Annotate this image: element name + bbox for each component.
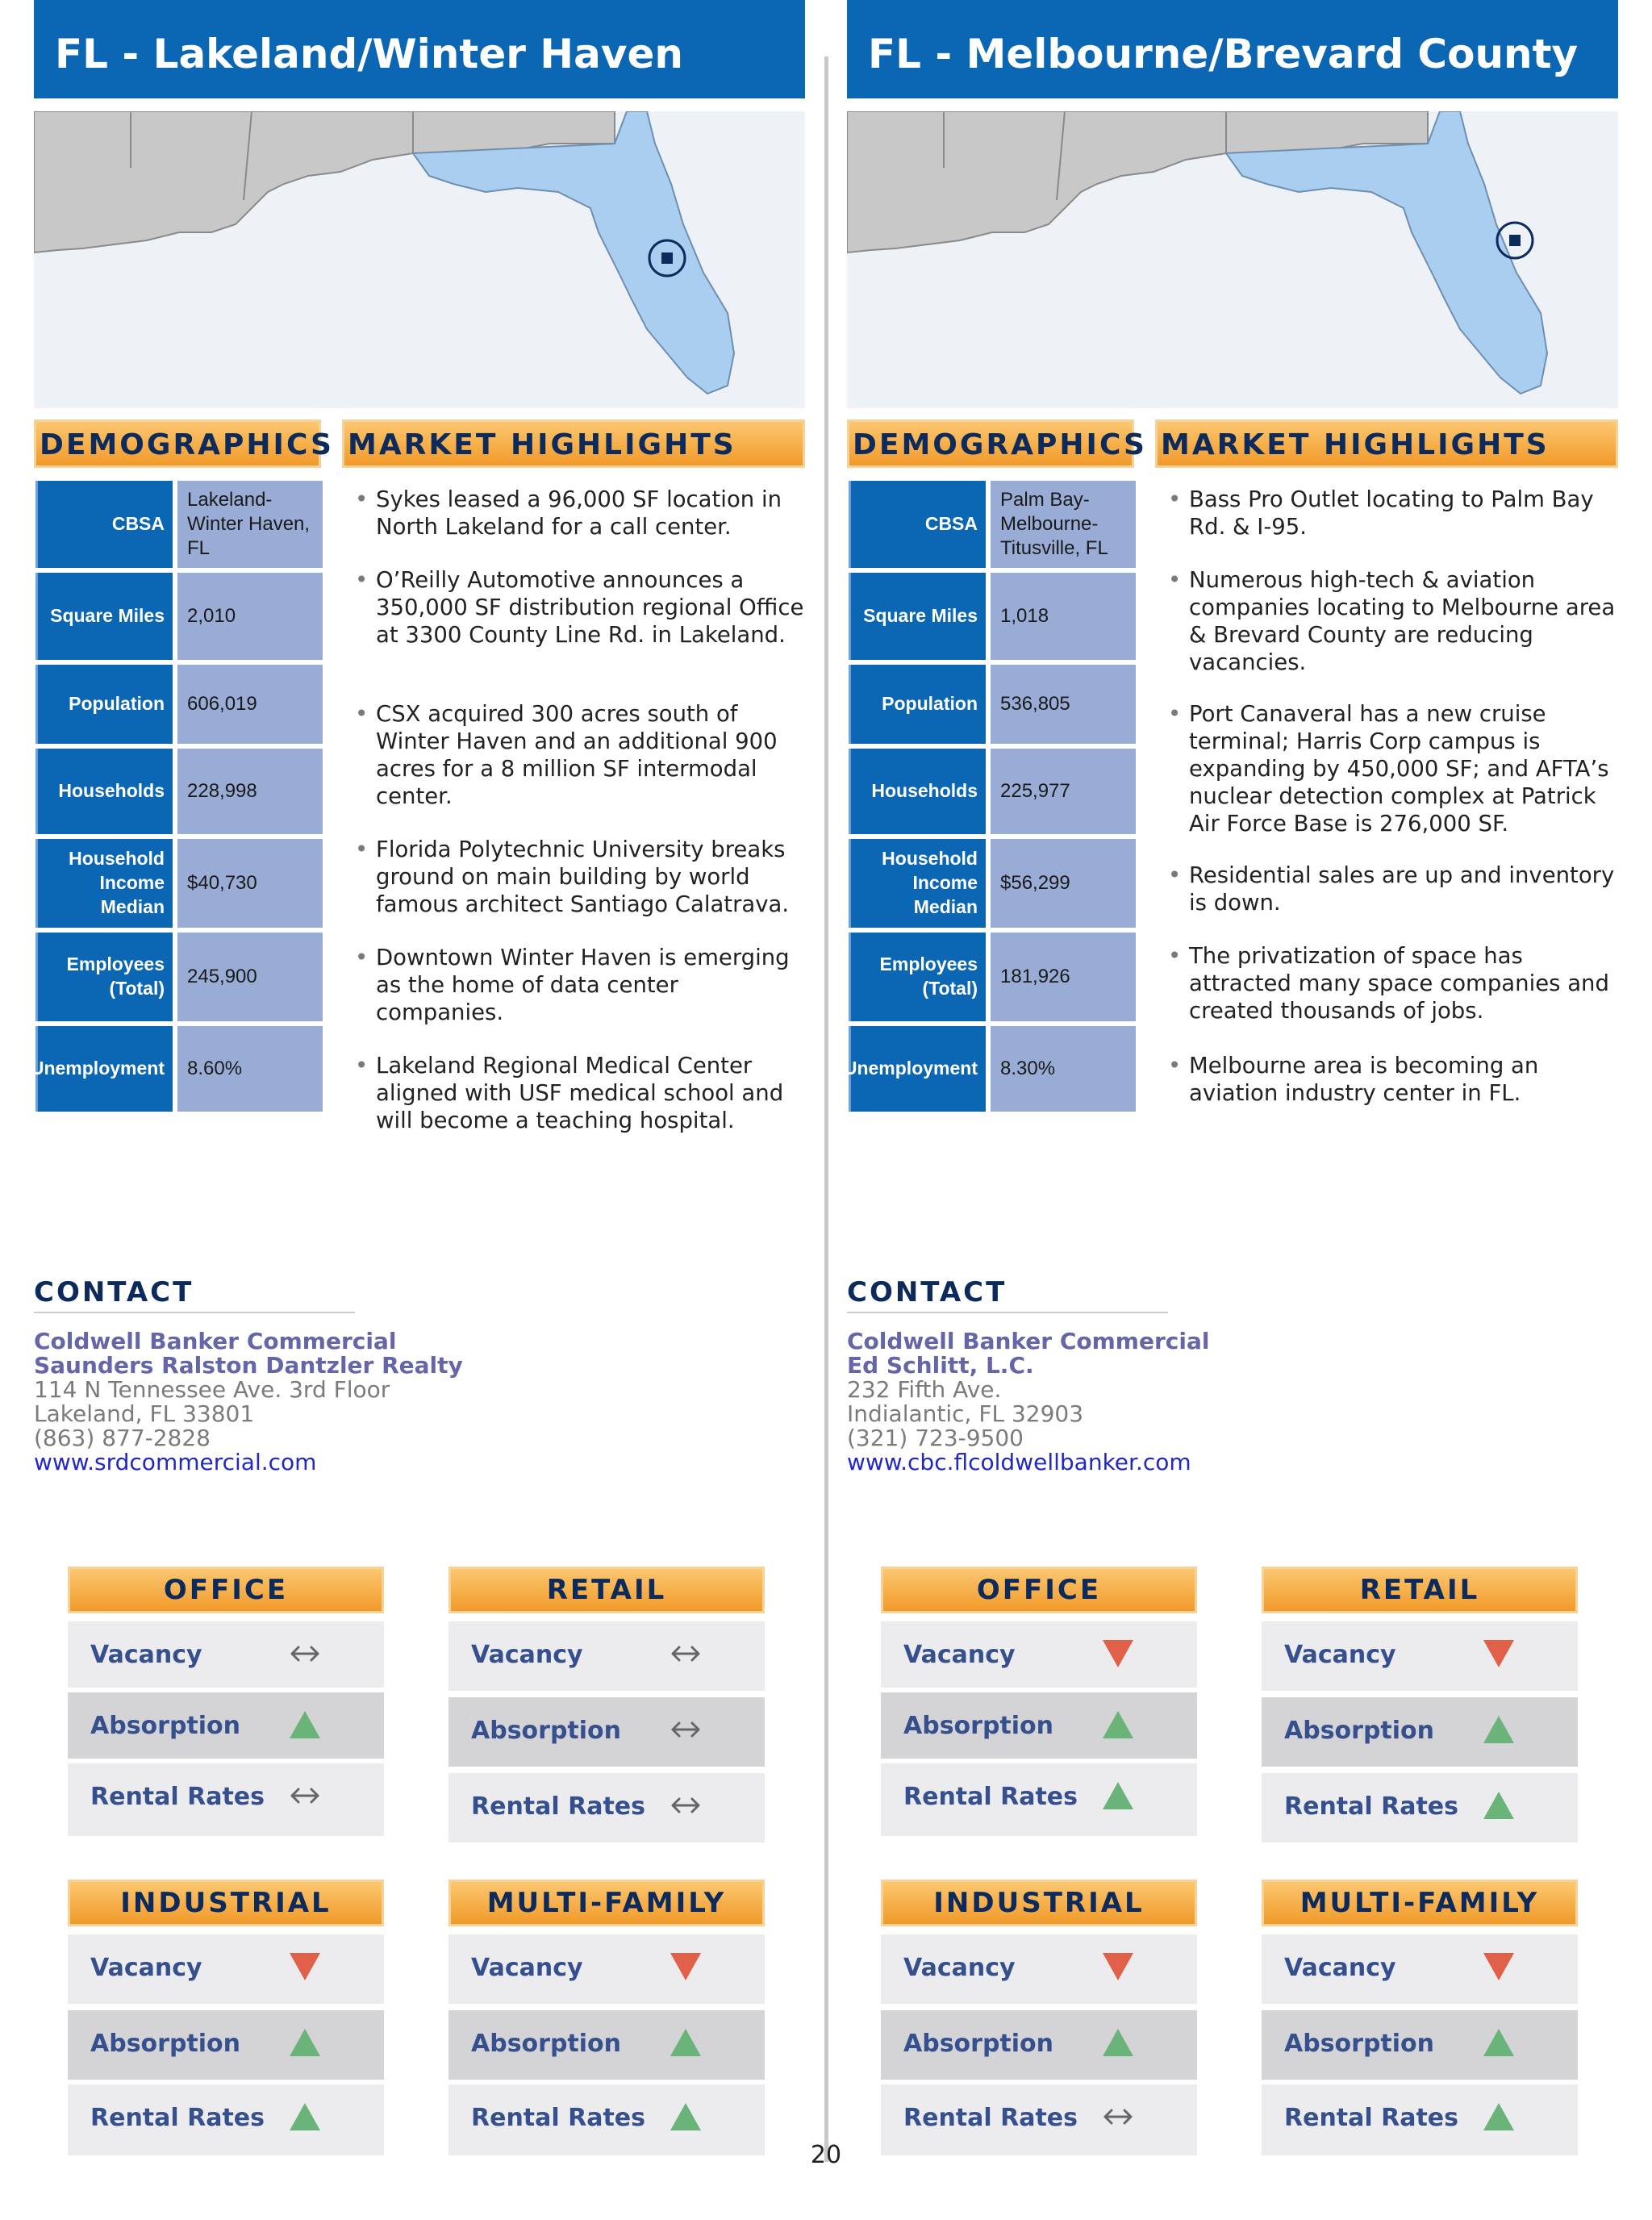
triangle-down-icon bbox=[1100, 1951, 1136, 1983]
triangle-up-icon bbox=[1100, 2026, 1136, 2059]
sector-header: INDUSTRIAL bbox=[881, 1880, 1197, 1926]
triangle-up-icon bbox=[287, 2101, 323, 2133]
trend-row: Absorption bbox=[68, 2010, 384, 2080]
contact-phone: (321) 723-9500 bbox=[847, 1425, 1024, 1451]
double-arrow-icon bbox=[287, 1638, 323, 1670]
highlight-item: • Melbourne area is becoming an aviation industry center in FL. bbox=[1168, 1053, 1539, 1106]
trend-row: Vacancy bbox=[448, 1934, 765, 2004]
contact-firm: Ed Schlitt, L.C. bbox=[847, 1352, 1034, 1379]
trend-row: Rental Rates bbox=[448, 1773, 765, 1842]
highlight-item: • Downtown Winter Haven is emerging as the home of data center companies. bbox=[355, 945, 790, 1025]
trend-row: Rental Rates bbox=[1262, 1773, 1578, 1842]
page-number: 20 bbox=[810, 2141, 842, 2169]
triangle-up-icon bbox=[1481, 1789, 1516, 1821]
trend-row: Vacancy bbox=[448, 1621, 765, 1691]
market-column-melbourne bbox=[843, 0, 1618, 2220]
demo-row-household-income: Household Income Median $40,730 bbox=[35, 839, 323, 928]
trend-row: Vacancy bbox=[1262, 1934, 1578, 2004]
market-highlights-header: MARKET HIGHLIGHTS bbox=[342, 419, 805, 468]
contact-address: Indialantic, FL 32903 bbox=[847, 1400, 1084, 1427]
contact-website-link[interactable]: www.cbc.flcoldwellbanker.com bbox=[847, 1449, 1191, 1475]
trend-row: Rental Rates bbox=[881, 1763, 1197, 1836]
trend-row: Absorption bbox=[448, 1697, 765, 1767]
trend-row: Rental Rates bbox=[448, 2084, 765, 2155]
highlight-item: • The privatization of space has attracted many space companies and created thousands of jobs. bbox=[1168, 943, 1609, 1024]
demo-row-cbsa: CBSA Palm Bay- Melbourne- Titusville, FL bbox=[849, 481, 1136, 568]
market-title-bar bbox=[34, 0, 805, 98]
triangle-up-icon bbox=[287, 2026, 323, 2059]
market-title: FL - Lakeland/Winter Haven bbox=[55, 31, 683, 77]
sector-header: OFFICE bbox=[68, 1567, 384, 1613]
triangle-down-icon bbox=[1481, 1638, 1516, 1670]
sector-header: OFFICE bbox=[881, 1567, 1197, 1613]
demo-row-population: Population 606,019 bbox=[35, 665, 323, 744]
sector-header: RETAIL bbox=[448, 1567, 765, 1613]
triangle-up-icon bbox=[1481, 1713, 1516, 1746]
sector-header: MULTI-FAMILY bbox=[448, 1880, 765, 1926]
florida-map bbox=[847, 111, 1618, 408]
contact-website-link[interactable]: www.srdcommercial.com bbox=[34, 1449, 317, 1475]
trend-row: Rental Rates bbox=[1262, 2084, 1578, 2155]
column-divider bbox=[824, 56, 828, 2162]
highlight-item: • Bass Pro Outlet locating to Palm Bay Rd. & I-95. bbox=[1168, 486, 1594, 540]
triangle-down-icon bbox=[1100, 1638, 1136, 1670]
contact-heading: CONTACT bbox=[847, 1276, 1168, 1313]
triangle-up-icon bbox=[1481, 2101, 1516, 2133]
triangle-up-icon bbox=[1100, 1709, 1136, 1741]
demo-row-employees: Employees (Total) 181,926 bbox=[849, 933, 1136, 1021]
demo-row-households: Households 228,998 bbox=[35, 749, 323, 834]
triangle-up-icon bbox=[668, 2026, 703, 2059]
highlight-item: • O’Reilly Automotive announces a 350,000 SF distribution regional Office at 3300 County Line Rd. in Lakeland. bbox=[355, 567, 804, 648]
demographics-header: DEMOGRAPHICS bbox=[847, 419, 1134, 468]
florida-map bbox=[34, 111, 805, 408]
market-column-lakeland bbox=[30, 0, 805, 2220]
double-arrow-icon bbox=[668, 1713, 703, 1746]
trend-row: Vacancy bbox=[1262, 1621, 1578, 1691]
triangle-up-icon bbox=[287, 1709, 323, 1741]
demo-row-cbsa: CBSA Lakeland- Winter Haven, FL bbox=[35, 481, 323, 568]
trend-row: Absorption bbox=[1262, 1697, 1578, 1767]
demographics-header: DEMOGRAPHICS bbox=[34, 419, 321, 468]
demo-row-employees: Employees (Total) 245,900 bbox=[35, 933, 323, 1021]
double-arrow-icon bbox=[287, 1780, 323, 1812]
demo-row-household-income: Household Income Median $56,299 bbox=[849, 839, 1136, 928]
trend-row: Absorption bbox=[448, 2010, 765, 2080]
market-title: FL - Melbourne/Brevard County bbox=[868, 31, 1579, 77]
contact-block bbox=[34, 1329, 760, 1475]
sector-header: INDUSTRIAL bbox=[68, 1880, 384, 1926]
triangle-up-icon bbox=[1481, 2026, 1516, 2059]
contact-phone: (863) 877-2828 bbox=[34, 1425, 211, 1451]
contact-address: 114 N Tennessee Ave. 3rd Floor bbox=[34, 1376, 390, 1403]
highlight-item: • Residential sales are up and inventory is down. bbox=[1168, 862, 1615, 916]
triangle-up-icon bbox=[668, 2101, 703, 2133]
trend-row: Vacancy bbox=[68, 1621, 384, 1688]
triangle-down-icon bbox=[1481, 1951, 1516, 1983]
highlight-item: • Port Canaveral has a new cruise terminal; Harris Corp campus is expanding by 450,000 SF; and AFTA’s nuclear detection complex at Patrick Air Force Base is 276,000 SF. bbox=[1168, 701, 1609, 837]
sector-header: MULTI-FAMILY bbox=[1262, 1880, 1578, 1926]
trend-row: Vacancy bbox=[68, 1934, 384, 2004]
contact-address: Lakeland, FL 33801 bbox=[34, 1400, 255, 1427]
trend-row: Vacancy bbox=[881, 1934, 1197, 2004]
demo-row-households: Households 225,977 bbox=[849, 749, 1136, 834]
contact-firm: Coldwell Banker Commercial bbox=[847, 1328, 1210, 1354]
triangle-down-icon bbox=[668, 1951, 703, 1983]
demo-row-unemployment: Unemployment 8.30% bbox=[849, 1026, 1136, 1112]
double-arrow-icon bbox=[668, 1789, 703, 1821]
highlight-item: • Numerous high-tech & aviation companies locating to Melbourne area & Brevard County are reducing vacancies. bbox=[1168, 567, 1616, 675]
double-arrow-icon bbox=[668, 1638, 703, 1670]
contact-block bbox=[847, 1329, 1573, 1475]
demo-row-square-miles: Square Miles 1,018 bbox=[849, 573, 1136, 660]
contact-firm: Saunders Ralston Dantzler Realty bbox=[34, 1352, 463, 1379]
trend-row: Absorption bbox=[1262, 2010, 1578, 2080]
highlight-item: • Sykes leased a 96,000 SF location in North Lakeland for a call center. bbox=[355, 486, 782, 540]
triangle-down-icon bbox=[287, 1951, 323, 1983]
trend-row: Rental Rates bbox=[68, 1763, 384, 1836]
market-title-bar bbox=[847, 0, 1618, 98]
highlight-item: • Lakeland Regional Medical Center aligned with USF medical school and will become a teaching hospital. bbox=[355, 1053, 784, 1133]
triangle-up-icon bbox=[1100, 1780, 1136, 1812]
trend-row: Absorption bbox=[881, 2010, 1197, 2080]
highlight-item: • Florida Polytechnic University breaks ground on main building by world famous architect Santiago Calatrava. bbox=[355, 837, 790, 917]
trend-row: Rental Rates bbox=[881, 2084, 1197, 2155]
contact-firm: Coldwell Banker Commercial bbox=[34, 1328, 397, 1354]
contact-address: 232 Fifth Ave. bbox=[847, 1376, 1002, 1403]
market-highlights-header: MARKET HIGHLIGHTS bbox=[1155, 419, 1618, 468]
demo-row-unemployment: Unemployment 8.60% bbox=[35, 1026, 323, 1112]
trend-row: Absorption bbox=[881, 1692, 1197, 1759]
contact-heading: CONTACT bbox=[34, 1276, 355, 1313]
demo-row-square-miles: Square Miles 2,010 bbox=[35, 573, 323, 660]
double-arrow-icon bbox=[1100, 2101, 1136, 2133]
trend-row: Absorption bbox=[68, 1692, 384, 1759]
highlight-item: • CSX acquired 300 acres south of Winter Haven and an additional 900 acres for a 8 million SF intermodal center. bbox=[355, 701, 778, 809]
sector-header: RETAIL bbox=[1262, 1567, 1578, 1613]
trend-row: Rental Rates bbox=[68, 2084, 384, 2155]
trend-row: Vacancy bbox=[881, 1621, 1197, 1688]
demo-row-population: Population 536,805 bbox=[849, 665, 1136, 744]
